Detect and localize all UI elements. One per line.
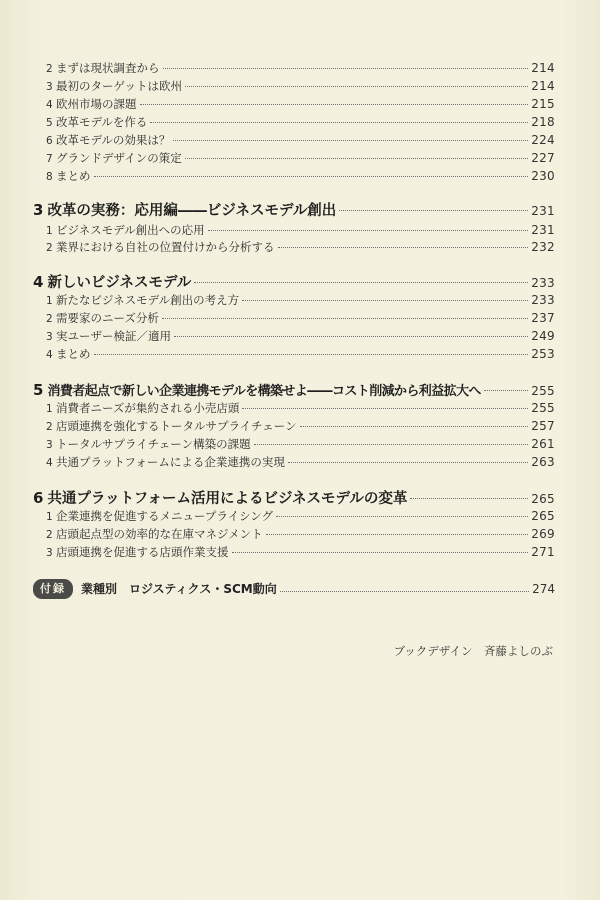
chapter-page: 231 (531, 204, 555, 218)
entry-title: 店頭連携を促進する店頭作業支援 (56, 545, 229, 559)
toc-entry[interactable] (46, 508, 555, 525)
entry-number: 2 (46, 63, 53, 75)
entry-title: 共通プラットフォームによる企業連携の実現 (56, 455, 285, 469)
chapter-title: 改革の実務：応用編――ビジネスモデル創出 (47, 203, 337, 219)
chapter-number: 3 (33, 201, 44, 219)
entry-number: 3 (46, 439, 53, 451)
entry-title: 改革モデルの効果は？ (56, 133, 171, 147)
entry-page: 231 (531, 223, 555, 237)
toc-entry[interactable] (46, 168, 555, 185)
dot-leader (173, 139, 528, 141)
chapter-title: 消費者起点で新しい企業連携モデルを構築せよ――コスト削減から利益拡大へ (47, 384, 481, 399)
entry-page: 215 (531, 97, 555, 111)
toc-entry[interactable] (46, 418, 555, 435)
entry-title: 欧州市場の課題 (56, 97, 137, 111)
entry-number: 1 (46, 225, 53, 237)
entry-number: 4 (46, 457, 53, 469)
entry-number: 2 (46, 529, 53, 541)
dot-leader (94, 353, 529, 355)
entry-title: まずは現状調査から (56, 61, 160, 75)
toc-entry[interactable] (46, 292, 555, 309)
entry-title: 業界における自社の位置付けから分析する (56, 240, 275, 254)
dot-leader (150, 121, 528, 123)
entry-number: 1 (46, 403, 53, 415)
appendix-badge: 付録 (33, 579, 73, 599)
dot-leader (254, 443, 529, 445)
chapter-title: 新しいビジネスモデル (47, 275, 192, 291)
toc-entry[interactable] (46, 60, 555, 77)
entry-page: 214 (531, 79, 555, 93)
toc-entry[interactable] (46, 96, 555, 113)
dot-leader (208, 229, 529, 231)
entry-page: 263 (531, 455, 555, 469)
chapter-5-heading[interactable] (33, 381, 555, 401)
entry-title: 店頭連携を強化するトータルサプライチェーン (56, 419, 297, 433)
entry-page: 237 (531, 311, 555, 325)
entry-title: 改革モデルを作る (56, 115, 148, 129)
appendix-title: 業種別 ロジスティクス・SCM動向 (81, 582, 277, 596)
entry-title: 最初のターゲットは欧州 (56, 79, 183, 93)
toc-entry[interactable] (46, 328, 555, 345)
entry-number: 2 (46, 242, 53, 254)
entry-number: 3 (46, 81, 53, 93)
entry-title: 実ユーザー検証／適用 (56, 329, 171, 343)
dot-leader (339, 209, 528, 211)
dot-leader (278, 246, 529, 248)
entry-number: 1 (46, 511, 53, 523)
entry-page: 249 (531, 329, 555, 343)
entry-page: 218 (531, 115, 555, 129)
dot-leader (484, 389, 528, 391)
entry-title: 需要家のニーズ分析 (56, 311, 159, 325)
dot-leader (242, 407, 528, 409)
dot-leader (276, 515, 528, 517)
entry-number: 5 (46, 117, 53, 129)
toc-entry[interactable] (46, 454, 555, 471)
entry-title: 企業連携を促進するメニュープライシング (56, 509, 274, 523)
entry-number: 6 (46, 135, 53, 147)
dot-leader (242, 299, 528, 301)
dot-leader (162, 317, 528, 319)
dot-leader (140, 103, 529, 105)
dot-leader (163, 67, 529, 69)
chapter-number: 6 (33, 489, 44, 507)
entry-number: 4 (46, 349, 53, 361)
dot-leader (232, 551, 529, 553)
toc-entry[interactable] (46, 239, 555, 256)
toc-entry[interactable] (46, 132, 555, 149)
toc-entry[interactable] (46, 150, 555, 167)
entry-title: まとめ (56, 347, 91, 361)
dot-leader (194, 281, 528, 283)
dot-leader (410, 497, 528, 499)
entry-page: 255 (531, 401, 555, 415)
chapter-6-heading[interactable] (33, 489, 555, 508)
chapter-page: 233 (531, 276, 555, 290)
entry-number: 2 (46, 313, 53, 325)
chapter-title: 共通プラットフォーム活用によるビジネスモデルの変革 (47, 491, 408, 507)
entry-number: 2 (46, 421, 53, 433)
entry-page: 232 (531, 240, 555, 254)
dot-leader (185, 85, 528, 87)
dot-leader (94, 175, 529, 177)
entry-title: ビジネスモデル創出への応用 (56, 223, 205, 237)
entry-page: 214 (531, 61, 555, 75)
toc-entry[interactable] (46, 400, 555, 417)
toc-entry[interactable] (46, 222, 555, 239)
entry-title: グランドデザインの策定 (56, 151, 182, 165)
entry-title: まとめ (56, 169, 91, 183)
appendix-entry[interactable] (33, 579, 555, 599)
dot-leader (288, 461, 528, 463)
entry-page: 265 (531, 509, 555, 523)
entry-page: 224 (531, 133, 555, 147)
dot-leader (174, 335, 528, 337)
chapter-3-heading[interactable] (33, 201, 555, 220)
chapter-page: 255 (531, 384, 555, 398)
entry-title: 消費者ニーズが集約される小売店頭 (56, 401, 240, 415)
toc-entry[interactable] (46, 436, 555, 453)
entry-title: 店頭起点型の効率的な在庫マネジメント (56, 527, 263, 541)
appendix-page: 274 (532, 582, 555, 596)
toc-entry[interactable] (46, 114, 555, 131)
toc-entry[interactable] (46, 526, 555, 543)
dot-leader (266, 533, 529, 535)
dot-leader (300, 425, 529, 427)
entry-title: トータルサプライチェーン構築の課題 (56, 437, 251, 451)
entry-page: 233 (531, 293, 555, 307)
chapter-number: 4 (33, 273, 44, 291)
entry-page: 227 (531, 151, 555, 165)
entry-page: 253 (531, 347, 555, 361)
chapter-4-heading[interactable] (33, 273, 555, 292)
entry-number: 3 (46, 331, 53, 343)
dot-leader (185, 157, 528, 159)
entry-number: 7 (46, 153, 53, 165)
chapter-page: 265 (531, 492, 555, 506)
entry-page: 261 (531, 437, 555, 451)
entry-number: 1 (46, 295, 53, 307)
entry-page: 230 (531, 169, 555, 183)
toc-entry[interactable] (46, 544, 555, 561)
entry-number: 8 (46, 171, 53, 183)
toc-entry[interactable] (46, 310, 555, 327)
entry-page: 257 (531, 419, 555, 433)
book-design-credit: ブックデザイン 斉藤よしのぶ (393, 644, 553, 658)
entry-number: 4 (46, 99, 53, 111)
dot-leader (280, 590, 529, 592)
chapter-number: 5 (33, 381, 44, 399)
toc-entry[interactable] (46, 78, 555, 95)
entry-page: 271 (531, 545, 555, 559)
toc-entry[interactable] (46, 346, 555, 363)
entry-title: 新たなビジネスモデル創出の考え方 (56, 293, 240, 307)
entry-number: 3 (46, 547, 53, 559)
entry-page: 269 (531, 527, 555, 541)
